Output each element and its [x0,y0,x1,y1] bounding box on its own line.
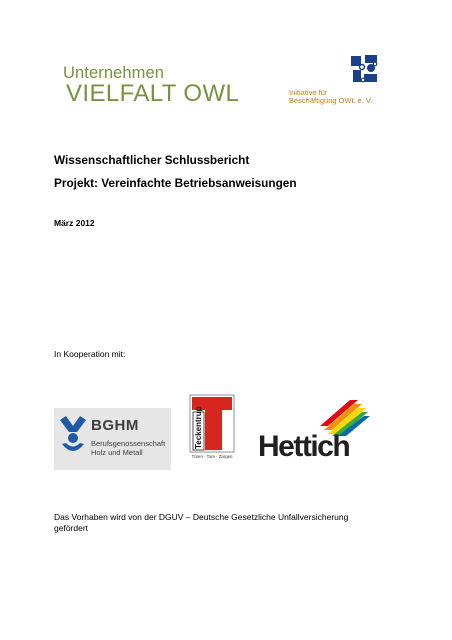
bghm-name: BGHM [91,417,139,434]
funding-note-line1: Das Vorhaben wird von der DGUV – Deutsche Gesetzliche Unfallversicherung [54,512,349,522]
logo-left-line2: VIELFALT OWL [66,80,240,107]
bghm-subtitle-1: Berufsgenossenschaft [91,439,166,448]
project-title: Projekt: Vereinfachte Betriebsanweisungen [54,176,297,190]
unternehmen-vielfalt-owl-logo [63,64,243,108]
logo-right-line2: Beschäftigung OWL e. V. [289,96,373,105]
teckentrup-logo [189,394,235,460]
funding-note-line2: gefördert [54,523,89,533]
bghm-subtitle-2: Holz und Metall [91,448,143,457]
bghm-logo [54,408,171,470]
teckentrup-wordmark: Teckentrup [194,406,203,449]
report-title: Wissenschaftlicher Schlussbericht [54,153,250,167]
initiative-beschaeftigung-owl-logo [289,52,397,112]
report-date: März 2012 [54,218,95,228]
logo-right-line1: Initiative für [289,88,328,97]
teckentrup-t-mark-icon [189,394,235,454]
hettich-logo [258,400,370,466]
teckentrup-claim: Türen · Tore · Zargen [191,454,233,459]
hettich-wordmark: Hettich [258,430,350,463]
logo-left-line1: Unternehmen [63,64,165,82]
cooperation-label: In Kooperation mit: [54,349,126,359]
bghm-figure-icon [58,414,88,456]
puzzle-network-icon [347,52,381,86]
